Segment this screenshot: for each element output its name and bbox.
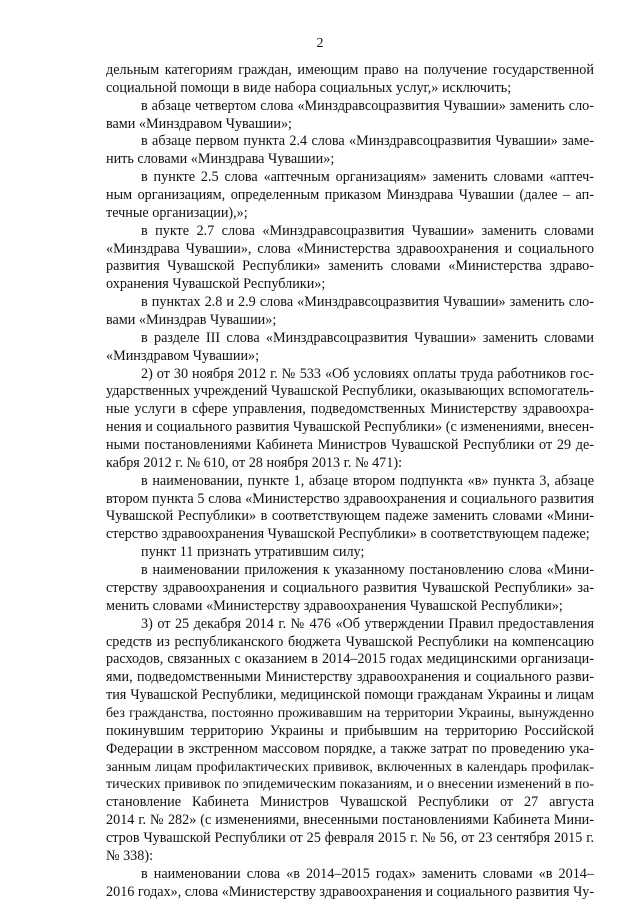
text-line: в пукте 2.7 слова «Минздравсоцразвития Чувашии» заменить словами	[141, 222, 594, 239]
text-line: 2014 г. № 282» (с изменениями, внесенными постановлениями Кабинета Мини-	[106, 812, 594, 829]
text-line: без гражданства, постоянно проживавшим на территории Украины, вынужденно	[106, 705, 594, 721]
text-line: нения и социального развития Чувашской Республики» (с изменениями, внесен-	[106, 419, 594, 436]
text-line: 2016 годах», слова «Министерству здравоохранения и социального развития Чу-	[106, 883, 595, 900]
text-line: стерству здравоохранения и социального развития Чувашской Республики» за-	[106, 579, 594, 596]
text-line: средств из республиканского бюджета Чувашской Республики на компенсацию	[106, 633, 594, 650]
page-number: 2	[316, 36, 324, 51]
text-line: занным лицам профилактических прививок, включенных в календарь профилак-	[106, 759, 594, 775]
text-line: развития Чувашской Республики» заменить словами «Министерства здраво-	[106, 258, 594, 275]
text-line: менить словами «Министерству здравоохранения Чувашской Республики»;	[106, 597, 563, 614]
text-line: становление Кабинета Министров Чувашской Республики от 27 августа	[106, 794, 594, 811]
text-line: Чувашской Республики» в соответствующем падеже заменить словами «Мини-	[106, 508, 594, 525]
text-line: охранения Чувашской Республики»;	[106, 276, 326, 293]
text-line: вами «Минздрав Чувашии»;	[106, 312, 277, 329]
text-line: ударственных учреждений Чувашской Республики, оказывающих вспомогатель-	[106, 383, 594, 400]
text-line: Федерации в экстренном массовом порядке, а также затрат по проведению ука-	[106, 740, 594, 757]
text-line: расходов, связанных с оказанием в 2014–2015 годах медицинскими организаци-	[106, 651, 594, 668]
text-line: в пункте 2.5 слова «аптечным организациям» заменить словами «аптеч-	[141, 169, 594, 186]
text-line: в наименовании, пункте 1, абзаце втором подпункта «в» пункта 3, абзаце	[141, 472, 594, 489]
text-line: кабря 2012 г. № 610, от 28 ноября 2013 г. № 471):	[106, 454, 403, 471]
document-body	[106, 62, 594, 901]
text-line: ными постановлениями Кабинета Министров Чувашской Республики от 29 де-	[106, 437, 594, 454]
text-line: в абзаце четвертом слова «Минздравсоцразвития Чувашии» заменить сло-	[141, 97, 594, 114]
text-line: в наименовании приложения к указанному постановлению слова «Мини-	[141, 562, 594, 579]
text-line: ями, подведомственными Министерству здравоохранения и социального разви-	[106, 669, 594, 686]
text-line: 3) от 25 декабря 2014 г. № 476 «Об утверждении Правил предоставления	[141, 615, 594, 632]
text-line: в разделе III слова «Минздравсоцразвития Чувашии» заменить словами	[141, 329, 594, 346]
text-line: тических прививок по эпидемическим показаниям, и о внесении изменений в по-	[106, 777, 594, 793]
text-line: № 338):	[106, 847, 154, 864]
text-line: втором пункта 5 слова «Министерство здравоохранения и социального развития	[106, 490, 594, 507]
text-line: «Минздравом Чувашии»;	[106, 347, 260, 364]
text-line: стерство здравоохранения Чувашской Республики» в соответствующем падеже;	[106, 526, 590, 543]
text-line: покинувшим территорию Украины и прибывшим на территорию Российской	[106, 722, 594, 739]
text-line: пункт 11 признать утратившим силу;	[141, 544, 365, 561]
text-line: ным организациям, определенным приказом Минздрава Чувашии (далее – ап-	[106, 187, 594, 204]
text-line: течные организации),»;	[106, 204, 248, 221]
text-line: нить словами «Минздрава Чувашии»;	[106, 151, 335, 168]
text-line: «Минздрава Чувашии», слова «Министерства здравоохранения и социального	[106, 240, 594, 257]
text-line: в наименовании слова «в 2014–2015 годах» заменить словами «в 2014–	[141, 865, 594, 882]
text-line: вами «Минздравом Чувашии»;	[106, 115, 292, 132]
text-line: ные услуги в сфере управления, подведомственных Министерству здравоохра-	[106, 401, 594, 418]
text-line: тия Чувашской Республики, медицинской помощи гражданам Украины и лицам	[106, 687, 594, 704]
text-line: социальной помощи в виде набора социальных услуг,» исключить;	[106, 79, 512, 96]
text-line: в абзаце первом пункта 2.4 слова «Минздравсоцразвития Чувашии» заме-	[141, 133, 594, 150]
text-line: 2) от 30 ноября 2012 г. № 533 «Об условиях оплаты труда работников гос-	[141, 365, 594, 382]
text-line: стров Чувашской Республики от 25 февраля 2015 г. № 56, от 23 сентября 2015 г.	[106, 829, 594, 846]
text-line: в пунктах 2.8 и 2.9 слова «Минздравсоцразвития Чувашии» заменить сло-	[141, 294, 594, 311]
text-line: дельным категориям граждан, имеющим право на получение государственной	[106, 62, 594, 78]
